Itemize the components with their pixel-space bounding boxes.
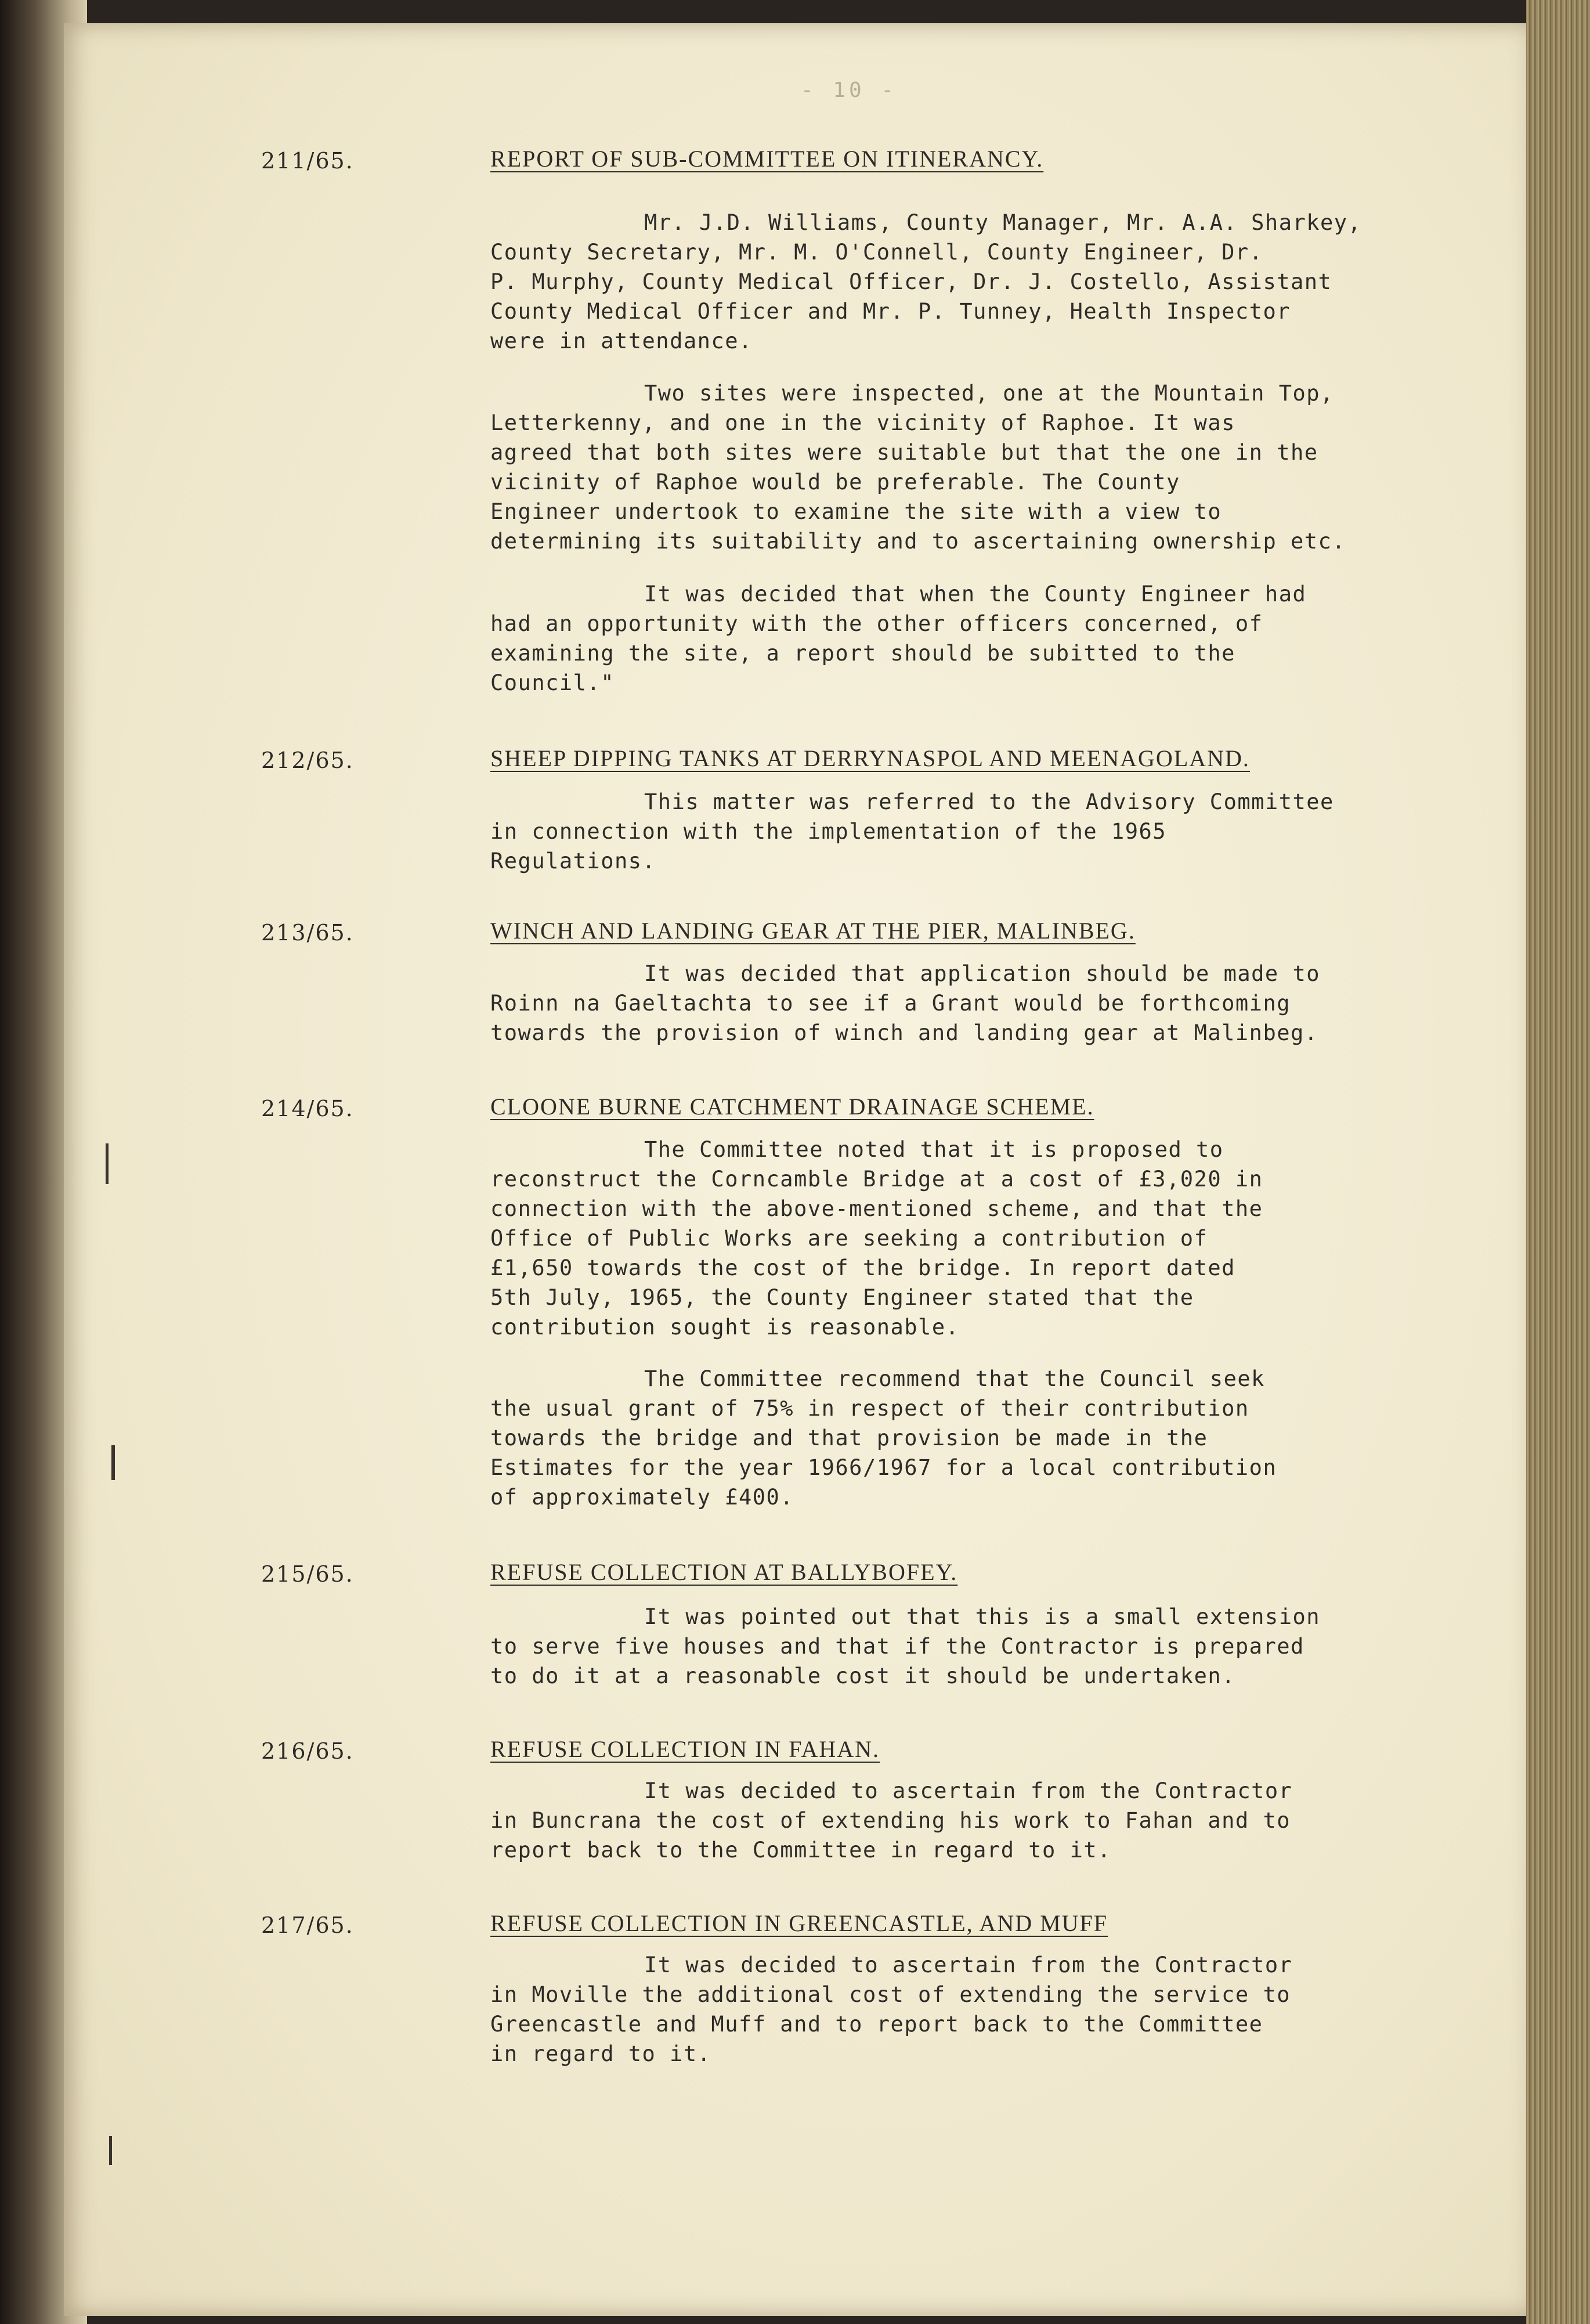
- minute-heading: CLOONE BURNE CATCHMENT DRAINAGE SCHEME.: [490, 1094, 1094, 1120]
- minute-heading: REFUSE COLLECTION IN GREENCASTLE, AND MUFF: [490, 1910, 1108, 1936]
- minute-heading: REFUSE COLLECTION AT BALLYBOFEY.: [490, 1559, 958, 1585]
- minute-paragraph: It was pointed out that this is a small extension to serve five houses and that if the Contractor is prepared to do it at a reasonable cost it should be undertaken.: [490, 1604, 1321, 1688]
- minute-paragraph: It was decided to ascertain from the Contractor in Buncrana the cost of extending his work to Fahan and to report back to the Committee in regard to it.: [490, 1778, 1293, 1863]
- minute-ref: 213/65.: [261, 920, 354, 946]
- minute-ref: 214/65.: [261, 1096, 354, 1121]
- document-page: [64, 23, 1526, 2316]
- minute-paragraph: Mr. J.D. Williams, County Manager, Mr. A.A. Sharkey, County Secretary, Mr. M. O'Connell, County Engineer, Dr. P. Murphy, County Medical Officer, Dr. J. Costello, Assistant County Medical Officer and Mr. P. Tunney, Health Inspector were in attendance.: [490, 210, 1362, 353]
- minute-ref: 212/65.: [261, 748, 354, 773]
- minute-heading: SHEEP DIPPING TANKS AT DERRYNASPOL AND MEENAGOLAND.: [490, 745, 1250, 771]
- minute-heading: REPORT OF SUB-COMMITTEE ON ITINERANCY.: [490, 146, 1044, 172]
- minute-paragraph: Two sites were inspected, one at the Mountain Top, Letterkenny, and one in the vicinity of Raphoe. It was agreed that both sites were suitable but that the one in the vicinity of Raphoe would be preferable. The County Engineer undertook to examine the site with a view to determining its suitability and to ascertaining ownership etc.: [490, 381, 1346, 554]
- minute-paragraph: It was decided that when the County Engineer had had an opportunity with the other officers concerned, of examining the site, a report should be subitted to the Council.": [490, 582, 1307, 695]
- margin-mark: [111, 1445, 115, 1480]
- margin-mark: [106, 1143, 109, 1184]
- minute-heading: WINCH AND LANDING GEAR AT THE PIER, MALINBEG.: [490, 918, 1136, 944]
- minute-paragraph: It was decided to ascertain from the Contractor in Moville the additional cost of extending the service to Greencastle and Muff and to report back to the Committee in regard to it.: [490, 1953, 1293, 2066]
- page-edges: [1526, 0, 1590, 2324]
- minute-heading: REFUSE COLLECTION IN FAHAN.: [490, 1736, 880, 1762]
- minute-paragraph: It was decided that application should be made to Roinn na Gaeltachta to see if a Grant would be forthcoming towards the provision of winch and landing gear at Malinbeg.: [490, 961, 1321, 1045]
- minute-ref: 216/65.: [261, 1738, 354, 1764]
- minute-paragraph: The Committee recommend that the Council seek the usual grant of 75% in respect of their contribution towards the bridge and that provision be made in the Estimates for the year 1966/1967 for a local contribution of approximately £400.: [490, 1366, 1277, 1510]
- minute-ref: 217/65.: [261, 1912, 354, 1938]
- minute-paragraph: The Committee noted that it is proposed to reconstruct the Corncamble Bridge at a cost of £3,020 in connection with the above-mentioned scheme, and that the Office of Public Works are seeking a contribution of £1,650 towards the cost of the bridge. In report dated 5th July, 1965, the County Engineer stated that the contribution sought is reasonable.: [490, 1137, 1263, 1340]
- minute-paragraph: This matter was referred to the Advisory Committee in connection with the implementation of the 1965 Regulations.: [490, 789, 1334, 874]
- page-folio: - 10 -: [801, 78, 898, 102]
- minute-ref: 215/65.: [261, 1561, 354, 1587]
- minute-ref: 211/65.: [261, 148, 354, 174]
- margin-mark: [109, 2136, 112, 2165]
